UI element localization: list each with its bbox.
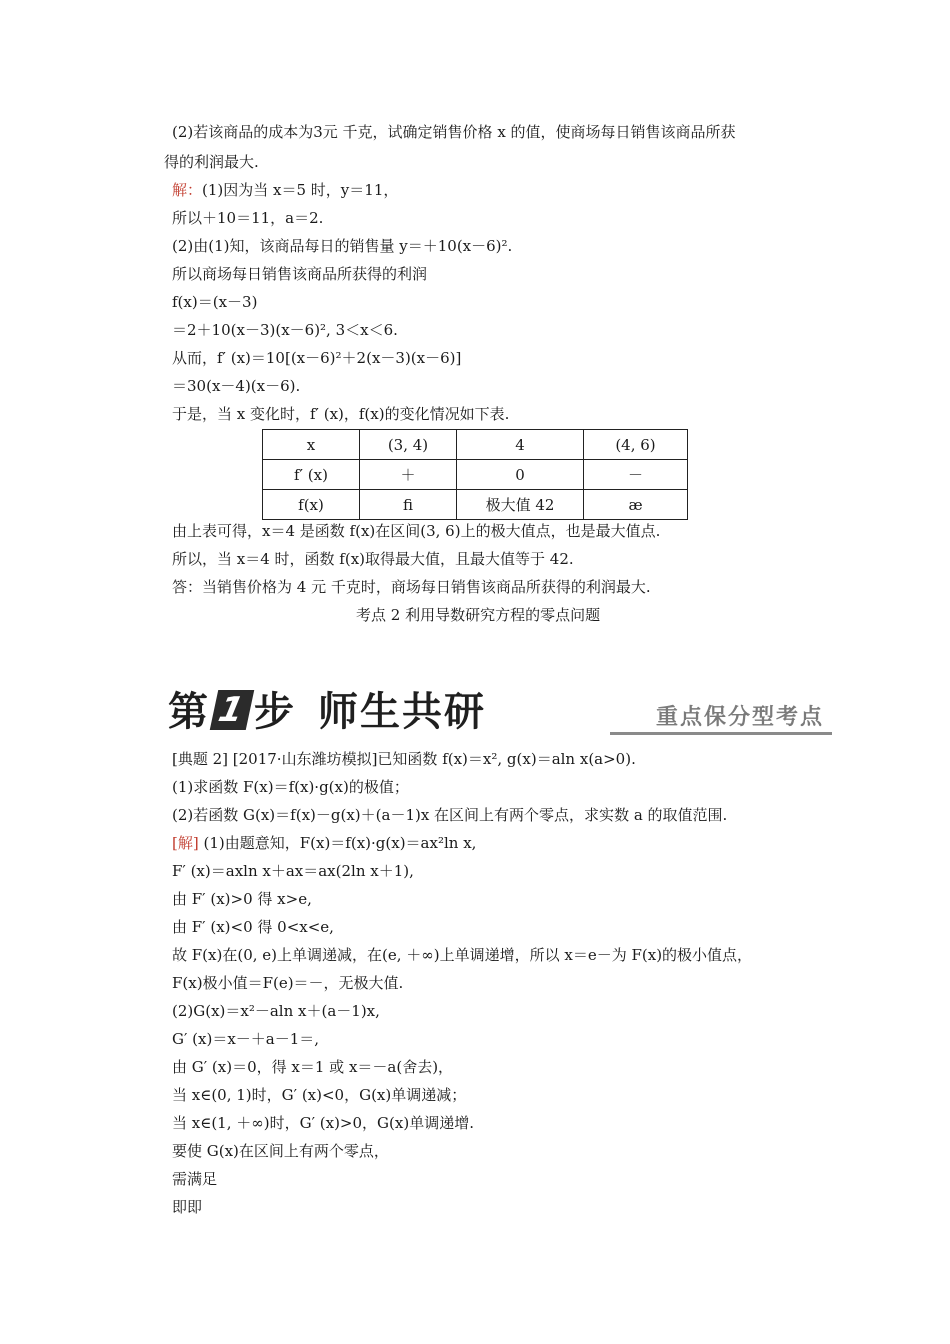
banner-subtitle: 重点保分型考点 xyxy=(655,705,824,730)
table-cell: 4 xyxy=(457,430,584,460)
solution-line-9: 由 G′ (x)＝0，得 x＝1 或 x＝－a(舍去)， xyxy=(172,1058,454,1076)
solution-line-4: 由 F′ (x)<0 得 0<x<e, xyxy=(172,918,334,936)
table-row xyxy=(263,430,688,460)
table-cell: － xyxy=(584,460,688,490)
solution-line-11: 当 x∈(1, ＋∞)时，G′ (x)>0，G(x)单调递增. xyxy=(172,1114,474,1132)
solution-line-4: 所以商场每日销售该商品所获得的利润 xyxy=(172,265,428,283)
solution-line-14: 即即 xyxy=(172,1198,203,1216)
table-row xyxy=(263,490,688,520)
conclusion-line-1: 由上表可得，x＝4 是函数 f(x)在区间(3, 6)上的极大值点，也是最大值点. xyxy=(172,522,661,540)
solution-line-3: 由 F′ (x)>0 得 x>e, xyxy=(172,890,312,908)
question-line-1: (2)若该商品的成本为3元 千克，试确定销售价格 x 的值，使商场每日销售该商品所获 xyxy=(172,123,736,141)
table-cell: ＋ xyxy=(360,460,457,490)
banner-char-2: 步 xyxy=(254,689,296,735)
banner-title-rest: 师生共研 xyxy=(318,689,486,735)
banner-divider xyxy=(610,732,832,735)
solution-line-3: (2)由(1)知，该商品每日的销售量 y＝＋10(x－6)². xyxy=(172,237,513,255)
step-number-badge: 1 xyxy=(210,690,255,730)
table-cell: f′ (x) xyxy=(263,460,360,490)
table-cell: f(x) xyxy=(263,490,360,520)
solution-line-13: 需满足 xyxy=(172,1170,218,1188)
step-banner xyxy=(168,688,832,738)
table-cell: (3, 4) xyxy=(360,430,457,460)
table-row xyxy=(263,460,688,490)
variation-table xyxy=(262,429,688,520)
solution-line-2: 所以＋10＝11，a＝2. xyxy=(172,209,324,227)
table-cell: x xyxy=(263,430,360,460)
conclusion-line-2: 所以，当 x＝4 时，函数 f(x)取得最大值，且最大值等于 42. xyxy=(172,550,574,568)
solution-text: (1)因为当 x＝5 时，y＝11， xyxy=(202,181,399,199)
table-cell: 0 xyxy=(457,460,584,490)
solution-line-9: 于是，当 x 变化时，f′ (x)，f(x)的变化情况如下表. xyxy=(172,405,510,423)
solution-text: (1)由题意知，F(x)＝f(x)·g(x)＝ax²ln x, xyxy=(198,834,477,852)
banner-char-1: 第 xyxy=(168,689,210,735)
solution-line-6: ＝2＋10(x－3)(x－6)², 3＜x＜6. xyxy=(172,321,398,339)
solution-line-10: 当 x∈(0, 1)时，G′ (x)<0，G(x)单调递减； xyxy=(172,1086,467,1104)
section-heading: 考点 2 利用导数研究方程的零点问题 xyxy=(356,606,601,624)
solution-line-7: 从而，f′ (x)＝10[(x－6)²＋2(x－3)(x－6)] xyxy=(172,349,462,367)
question-line-2: 得的利润最大. xyxy=(164,153,259,171)
answer-line: 答：当销售价格为 4 元 千克时，商场每日销售该商品所获得的利润最大. xyxy=(172,578,651,596)
solution-line-1 xyxy=(172,180,398,200)
solution-line-8: G′ (x)＝x－＋a－1＝, xyxy=(172,1030,320,1048)
problem-line-1: [典题 2] [2017·山东潍坊模拟]已知函数 f(x)＝x², g(x)＝aln x(a>0). xyxy=(172,750,636,768)
problem-line-3: (2)若函数 G(x)＝f(x)－g(x)＋(a－1)x 在区间上有两个零点，求实数 a 的取值范围. xyxy=(172,806,728,824)
solution-line-8: ＝30(x－4)(x－6). xyxy=(172,377,301,395)
solution-label: [解] xyxy=(172,834,199,852)
problem-line-2: (1)求函数 F(x)＝f(x)·g(x)的极值； xyxy=(172,778,409,796)
solution-line-6: F(x)极小值＝F(e)＝－，无极大值. xyxy=(172,974,404,992)
solution-line-2: F′ (x)＝axln x＋ax＝ax(2ln x＋1), xyxy=(172,862,414,880)
table-cell: æ xyxy=(584,490,688,520)
solution-line-7: (2)G(x)＝x²－aln x＋(a－1)x, xyxy=(172,1002,380,1020)
solution-line-12: 要使 G(x)在区间上有两个零点， xyxy=(172,1142,389,1160)
table-cell: 极大值 42 xyxy=(457,490,584,520)
table-cell: (4, 6) xyxy=(584,430,688,460)
solution-line-1 xyxy=(172,833,476,853)
banner-title xyxy=(168,688,486,736)
table-cell: ﬁ xyxy=(360,490,457,520)
solution-line-5: 故 F(x)在(0, e)上单调递减，在(e, ＋∞)上单调递增，所以 x＝e－为 F(x)的极小值点， xyxy=(172,946,753,964)
solution-line-5: f(x)＝(x－3) xyxy=(172,293,258,311)
solution-label: 解： xyxy=(172,181,203,199)
